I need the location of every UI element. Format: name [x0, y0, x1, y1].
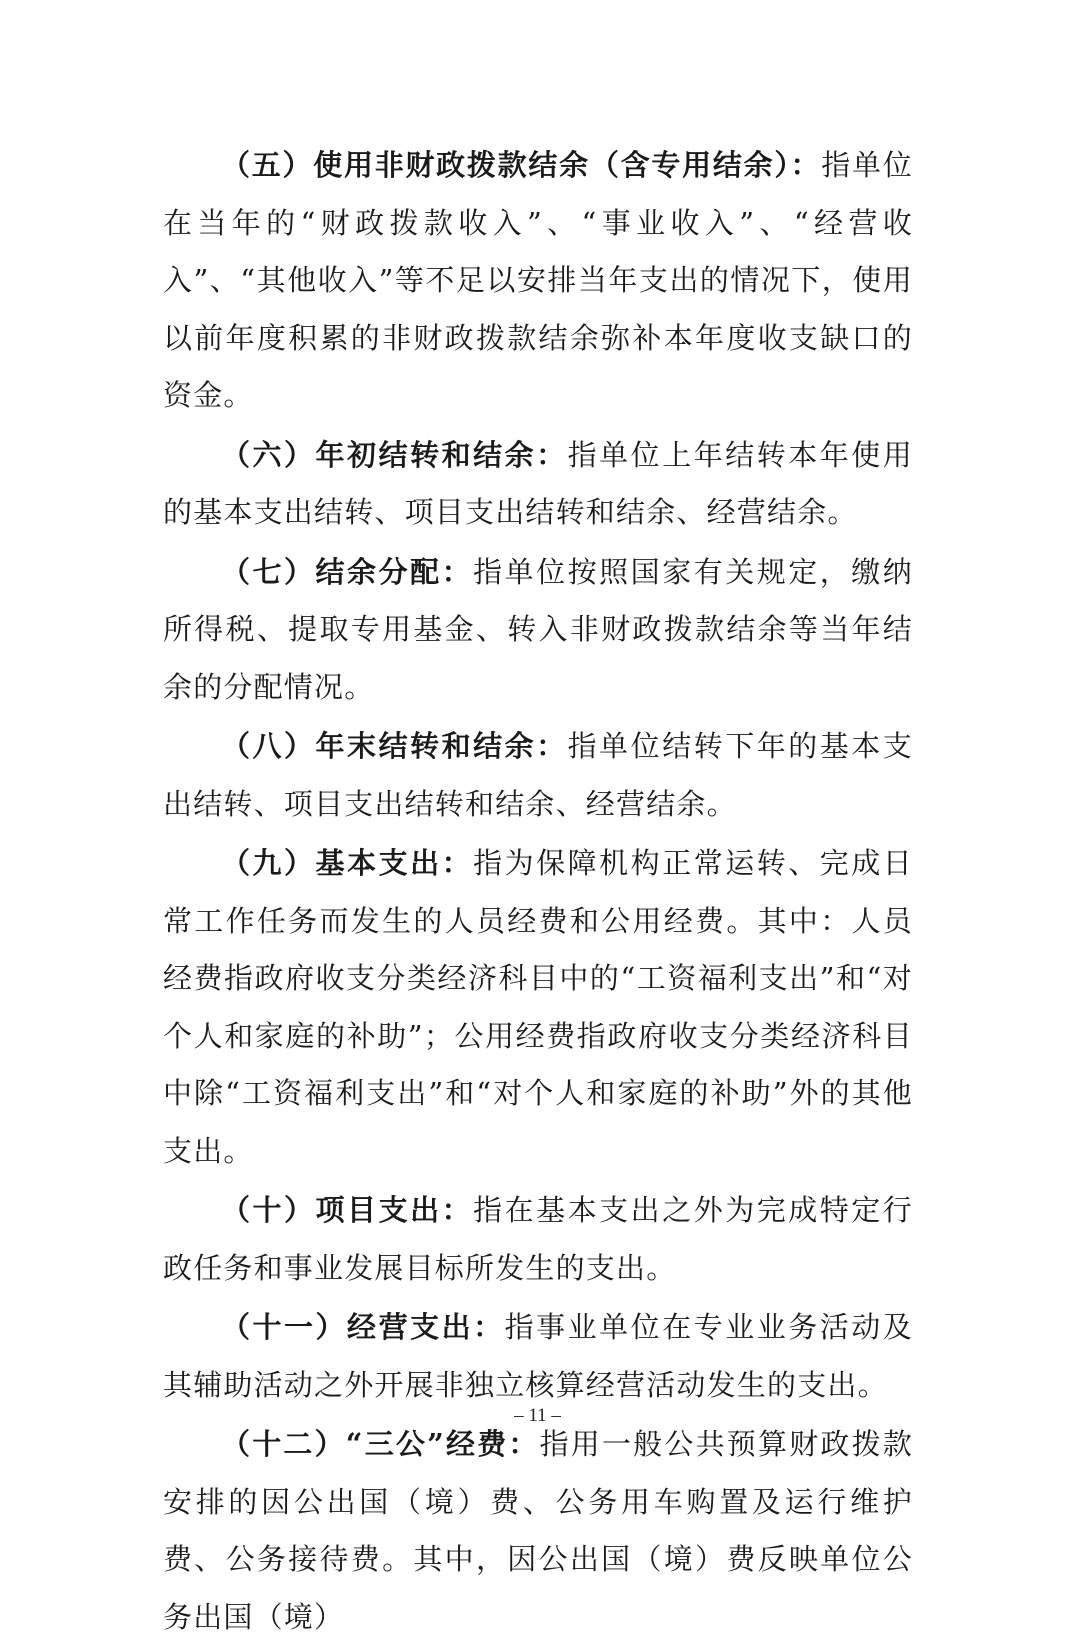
paragraph-item-8: [163, 718, 913, 833]
paragraph-item-10: [163, 1182, 913, 1297]
paragraph-text: 指单位在当年的“财政拨款收入”、“事业收入”、“经营收入”、“其他收入”等不足以安排当年支出的情况下，使用以前年度积累的非财政拨款结余弥补本年度收支缺口的资金。: [163, 148, 913, 412]
paragraph-term: （十）项目支出：: [221, 1193, 474, 1227]
paragraph-term: （八）年末结转和结余：: [221, 729, 568, 763]
paragraph-term: （六）年初结转和结余：: [221, 437, 568, 472]
paragraph-text: 指单位结转下年的基本支出结转、项目支出结转和结余、经营结余。: [163, 729, 913, 821]
paragraph-term: （七）结余分配：: [221, 554, 474, 589]
paragraph-term: （十二）“三公”经费：: [221, 1427, 540, 1461]
paragraph-item-11: [163, 1299, 913, 1414]
page-number: – 11 –: [514, 1405, 561, 1426]
paragraph-text: 指在基本支出之外为完成特定行政任务和事业发展目标所发生的支出。: [163, 1193, 913, 1285]
paragraph-text: 指单位按照国家有关规定，缴纳所得税、提取专用基金、转入非财政拨款结余等当年结余的分配情况。: [163, 554, 913, 704]
paragraph-text: 指单位上年结转本年使用的基本支出结转、项目支出结转和结余、经营结余。: [163, 437, 913, 529]
paragraph-text: 指为保障机构正常运转、完成日常工作任务而发生的人员经费和公用经费。其中：人员经费指政府收支分类经济科目中的“工资福利支出”和“对个人和家庭的补助”；公用经费指政府收支分类经济科目中除“工资福利支出”和“对个人和家庭的补助”外的其他支出。: [163, 846, 913, 1168]
paragraph-term: （九）基本支出：: [221, 846, 474, 880]
paragraph-term: （五）使用非财政拨款结余（含专用结余）：: [221, 148, 822, 182]
paragraph-text: 指事业单位在专业业务活动及其辅助活动之外开展非独立核算经营活动发生的支出。: [163, 1310, 913, 1402]
paragraph-item-12: [163, 1416, 913, 1646]
paragraph-term: （十一）经营支出：: [221, 1310, 505, 1344]
paragraph-item-7: [163, 544, 913, 717]
paragraph-text: 指用一般公共预算财政拨款安排的因公出国（境）费、公务用车购置及运行维护费、公务接待费。其中，因公出国（境）费反映单位公务出国（境）: [163, 1427, 913, 1634]
paragraph-item-5: [163, 137, 913, 425]
paragraph-item-9: [163, 835, 913, 1180]
paragraph-item-6: [163, 427, 913, 542]
